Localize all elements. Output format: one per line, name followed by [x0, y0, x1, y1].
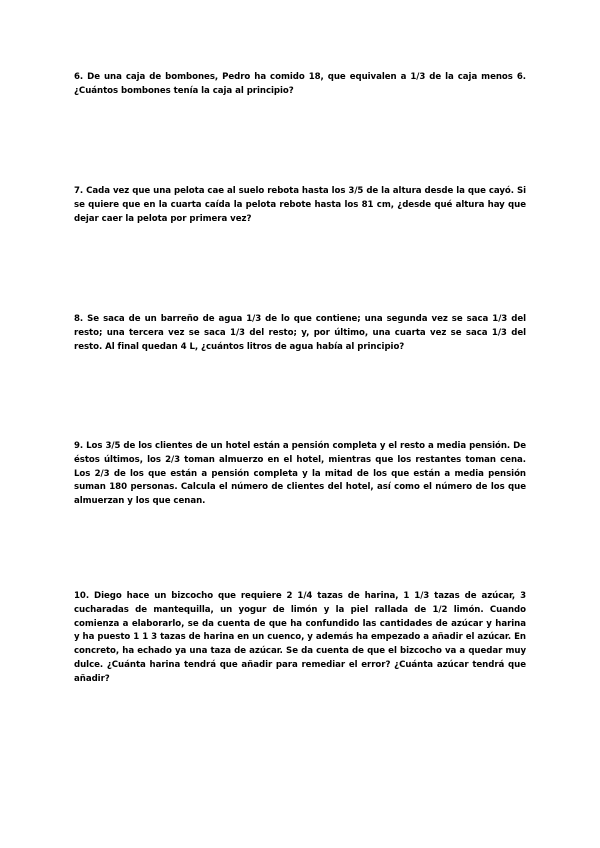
problem-8: 8. Se saca de un barreño de agua 1/3 de lo que contiene; una segunda vez se saca 1/3 del resto; una tercera vez se saca 1/3 del resto; y, por último, una cuarta vez se saca 1/3 del resto. Al final quedan 4 L, ¿cuántos litros de agua había al principio? [74, 314, 526, 352]
problem-6: 6. De una caja de bombones, Pedro ha comido 18, que equivalen a 1/3 de la caja menos 6. ¿Cuántos bombones tenía la caja al principio? [74, 72, 526, 96]
problem-9: 9. Los 3/5 de los clientes de un hotel están a pensión completa y el resto a media pensión. De éstos últimos, los 2/3 toman almuerzo en el hotel, mientras que los restantes toman cena. Los 2/3 de los que están a pensión completa y la mitad de los que están a media pensión suman 180 personas. Calcula el número de clientes del hotel, así como el número de los que almuerzan y los que cenan. [74, 441, 526, 507]
problem-7: 7. Cada vez que una pelota cae al suelo rebota hasta los 3/5 de la altura desde la que cayó. Si se quiere que en la cuarta caída la pelota rebote hasta los 81 cm, ¿desde qué altura hay que dejar caer la pelota por primera vez? [74, 186, 526, 224]
problem-10: 10. Diego hace un bizcocho que requiere 2 1/4 tazas de harina, 1 1/3 tazas de azúcar, 3 cucharadas de mantequilla, un yogur de limón y la piel rallada de 1/2 limón. Cuando comienza a elaborarlo, se da cuenta de que ha confundido las cantidades de azúcar y harina y ha puesto 1 1 3 tazas de harina en un cuenco, y además ha empezado a añadir el azúcar. En concreto, ha echado ya una taza de azúcar. Se da cuenta de que el bizcocho va a quedar muy dulce. ¿Cuánta harina tendrá que añadir para remediar el error? ¿Cuánta azúcar tendrá que añadir? [74, 591, 526, 684]
